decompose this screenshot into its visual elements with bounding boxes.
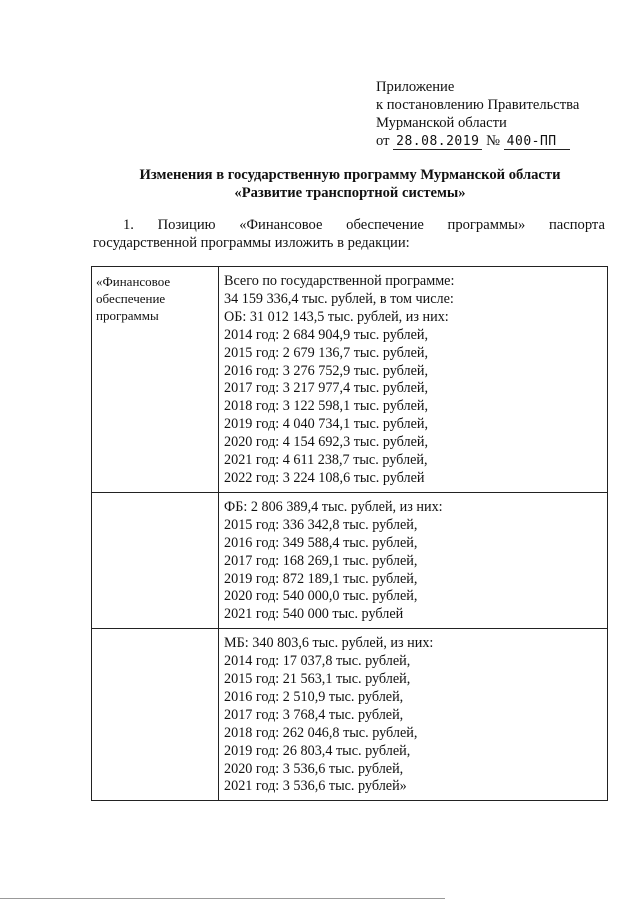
appendix-resolution-line: к постановлению Правительства	[376, 97, 580, 113]
budget-line: 2018 год: 3 122 598,1 тыс. рублей,	[224, 398, 429, 415]
title-line-1: Изменения в государственную программу Мурманской области	[139, 167, 561, 183]
budget-line: ОБ: 31 012 143,5 тыс. рублей, из них:	[224, 308, 449, 325]
budget-line: 34 159 336,4 тыс. рублей, в том числе:	[224, 290, 454, 307]
label-line: «Финансовое	[96, 274, 171, 289]
budget-line: 2021 год: 3 536,6 тыс. рублей»	[224, 778, 407, 795]
empty-label-cell	[92, 492, 219, 628]
budget-line: 2019 год: 26 803,4 тыс. рублей,	[224, 742, 411, 759]
date-prefix: от	[376, 133, 390, 149]
budget-line: 2015 год: 2 679 136,7 тыс. рублей,	[224, 344, 429, 361]
financing-table	[91, 266, 608, 801]
label-line: программы	[96, 308, 159, 323]
budget-line: 2016 год: 3 276 752,9 тыс. рублей,	[224, 362, 429, 379]
label-line: обеспечение	[96, 291, 166, 306]
budget-line: 2015 год: 21 563,1 тыс. рублей,	[224, 671, 411, 688]
document-title	[90, 166, 610, 202]
budget-line: 2017 год: 168 269,1 тыс. рублей,	[224, 552, 418, 569]
paragraph-word: 1.	[123, 217, 134, 233]
appendix-header	[376, 78, 579, 150]
instruction-paragraph	[93, 216, 605, 252]
budget-line: 2014 год: 17 037,8 тыс. рублей,	[224, 653, 411, 670]
paragraph-word: «Финансовое	[239, 217, 323, 233]
position-label-cell	[92, 267, 219, 493]
paragraph-word: паспорта	[548, 217, 605, 233]
municipal-budget-cell	[219, 629, 608, 801]
budget-line: 2022 год: 3 224 108,6 тыс. рублей	[224, 469, 425, 486]
table-row	[92, 492, 608, 628]
budget-line: 2019 год: 4 040 734,1 тыс. рублей,	[224, 416, 429, 433]
document-number: 400-ПП	[504, 134, 570, 150]
budget-line: 2017 год: 3 768,4 тыс. рублей,	[224, 706, 404, 723]
budget-line: Всего по государственной программе:	[224, 273, 455, 289]
budget-line: 2021 год: 540 000 тыс. рублей	[224, 606, 404, 623]
budget-line: 2018 год: 262 046,8 тыс. рублей,	[224, 724, 418, 741]
budget-line: 2014 год: 2 684 904,9 тыс. рублей,	[224, 326, 429, 343]
budget-line: ФБ: 2 806 389,4 тыс. рублей, из них:	[224, 498, 443, 515]
paragraph-word: обеспечение	[346, 217, 424, 233]
budget-line: 2019 год: 872 189,1 тыс. рублей,	[224, 570, 418, 587]
appendix-date-line	[376, 132, 579, 150]
budget-line: 2017 год: 3 217 977,4 тыс. рублей,	[224, 380, 429, 397]
paragraph-word: программы»	[447, 217, 526, 233]
number-sign: №	[486, 133, 501, 149]
budget-line: 2016 год: 2 510,9 тыс. рублей,	[224, 688, 404, 705]
budget-line: 2020 год: 4 154 692,3 тыс. рублей,	[224, 434, 429, 451]
total-regional-budget-cell	[219, 267, 608, 493]
table-row	[92, 267, 608, 493]
budget-line: 2020 год: 540 000,0 тыс. рублей,	[224, 588, 418, 605]
budget-line: 2021 год: 4 611 238,7 тыс. рублей,	[224, 452, 428, 469]
appendix-label: Приложение	[376, 79, 455, 95]
budget-line: МБ: 340 803,6 тыс. рублей, из них:	[224, 635, 434, 652]
table-row	[92, 629, 608, 801]
title-line-2: «Развитие транспортной системы»	[234, 185, 466, 201]
budget-line: 2016 год: 349 588,4 тыс. рублей,	[224, 534, 418, 551]
paragraph-line-1	[93, 216, 605, 234]
paragraph-line-2: государственной программы изложить в редакции:	[93, 235, 410, 251]
budget-line: 2015 год: 336 342,8 тыс. рублей,	[224, 516, 418, 533]
document-date: 28.08.2019	[393, 134, 482, 150]
federal-budget-cell	[219, 492, 608, 628]
page-bottom-line	[0, 898, 445, 899]
budget-line: 2020 год: 3 536,6 тыс. рублей,	[224, 760, 404, 777]
paragraph-word: Позицию	[157, 217, 216, 233]
empty-label-cell	[92, 629, 219, 801]
appendix-region-line: Мурманской области	[376, 115, 507, 131]
